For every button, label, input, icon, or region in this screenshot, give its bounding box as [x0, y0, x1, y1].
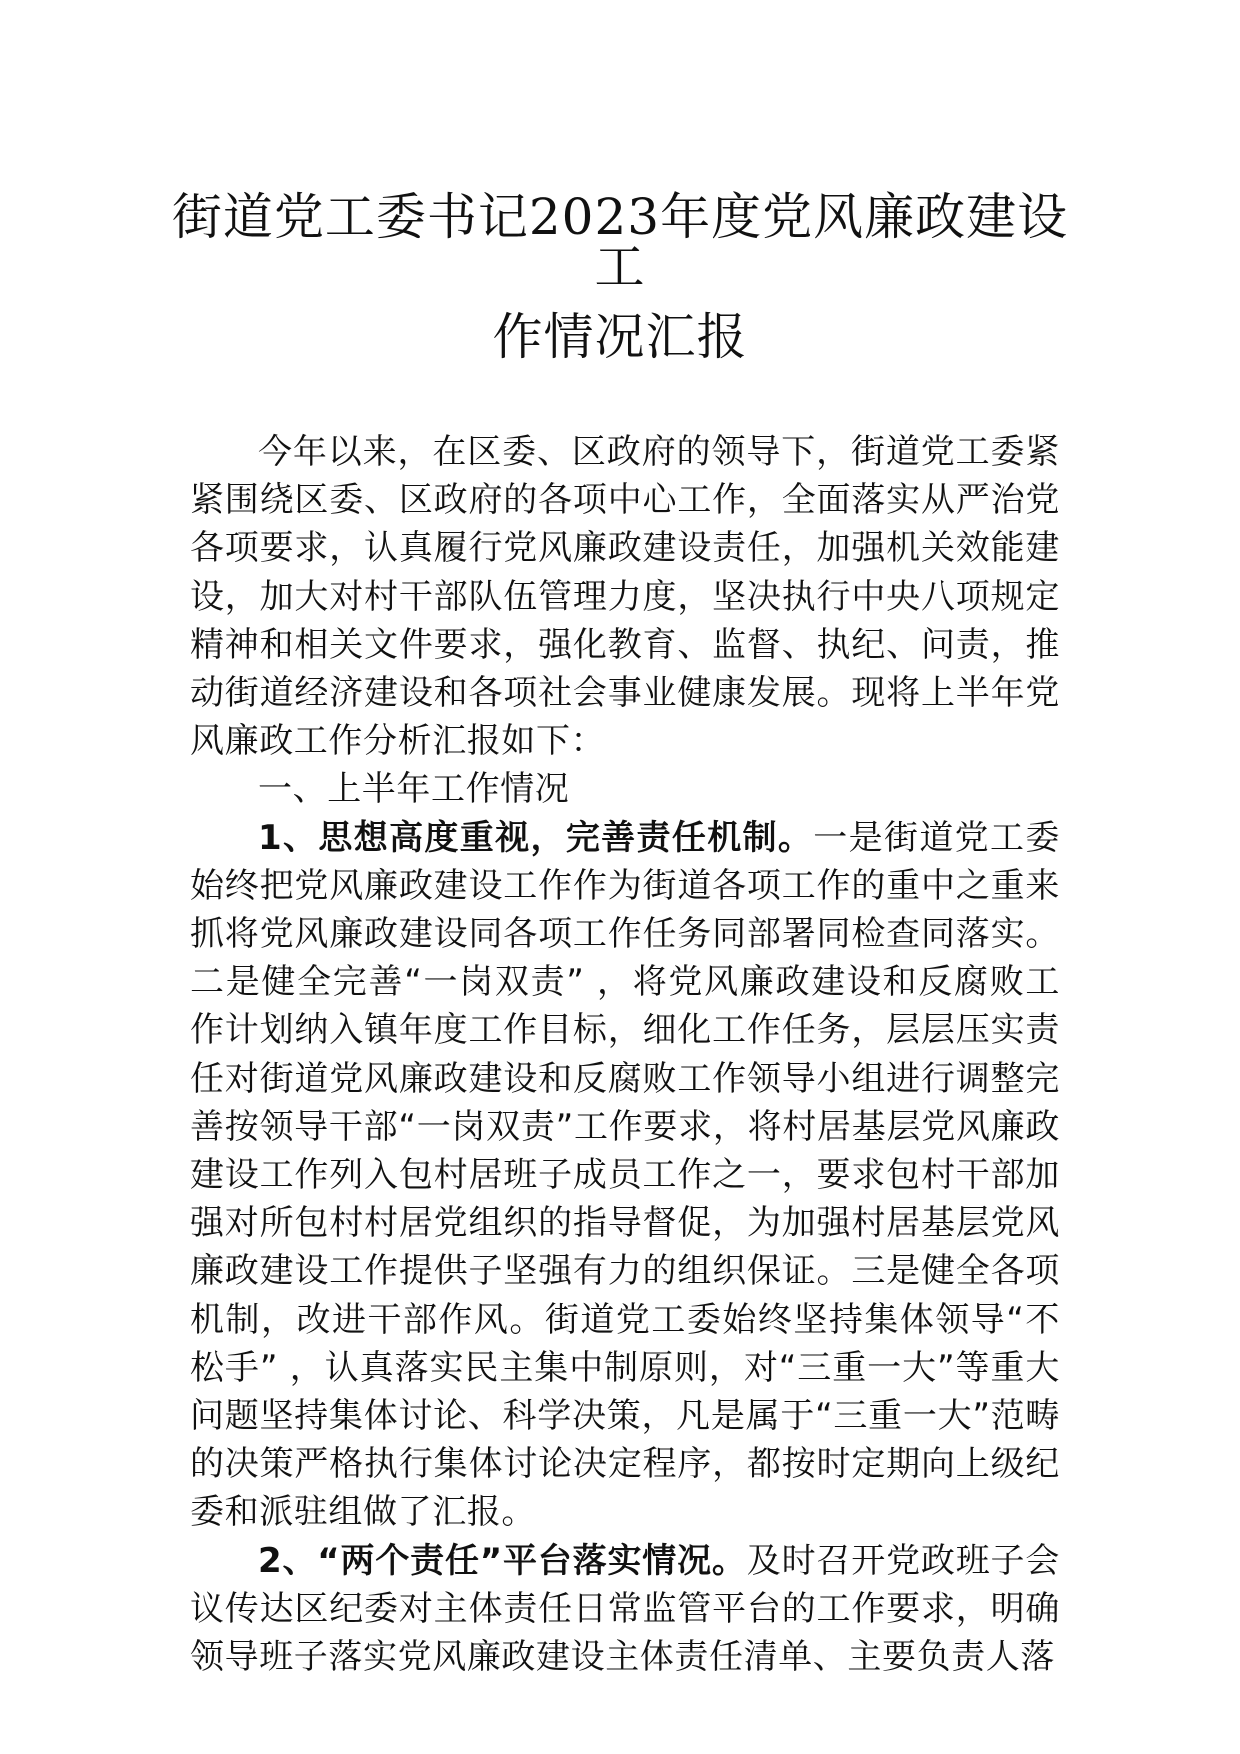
item-2-body: 及时召开党政班子会议传达区纪委对主体责任日常监管平台的工作要求，明确领导班子落实党风廉政建设主体责任清单、主要负责人落: [190, 1540, 1060, 1678]
intro-paragraph: 今年以来，在区委、区政府的领导下，街道党工委紧紧围绕区委、区政府的各项中心工作，全面落实从严治党各项要求，认真履行党风廉政建设责任，加强机关效能建设，加大对村干部队伍管理力度，坚决执行中央八项规定精神和相关文件要求，强化教育、监督、执纪、问责，推动街道经济建设和各项社会事业健康发展。现将上半年党风廉政工作分析汇报如下：: [190, 432, 1060, 762]
item-1-heading: 1、思想高度重视，完善责任机制。: [258, 817, 814, 858]
section-heading: 一、上半年工作情况: [258, 769, 570, 810]
item-2-heading: 2、“两个责任”平台落实情况。: [258, 1540, 747, 1581]
document-title-line-2: 作情况汇报: [492, 308, 748, 366]
item-1-body: 一是街道党工委始终把党风廉政建设工作作为街道各项工作的重中之重来抓将党风廉政建设同各项工作任务同部署同检查同落实。二是健全完善“一岗双责” ，将党风廉政建设和反腐败工作计划纳入镇年度工作目标，细化工作任务，层层压实责任对街道党风廉政建设和反腐败工作领导小组进行调整完善按领导干部“一岗双责”工作要求，将村居基层党风廉政建设工作列入包村居班子成员工作之一，要求包村干部加强对所包村村居党组织的指导督促，为加强村居基层党风廉政建设工作提供子坚强有力的组织保证。三是健全各项机制，改进干部作风。街道党工委始终坚持集体领导“不松手” ，认真落实民主集中制原则，对“三重一大”等重大问题坚持集体讨论、科学决策，凡是属于“三重一大”范畴的决策严格执行集体讨论决定程序，都按时定期向上级纪委和派驻组做了汇报。: [190, 817, 1060, 1533]
document-title-line-1: 街道党工委书记2023年度党风廉政建设工: [171, 188, 1069, 296]
item-1-paragraph: [190, 814, 1060, 1537]
item-2-paragraph: [190, 1537, 1060, 1682]
document-body: [190, 428, 1060, 1681]
